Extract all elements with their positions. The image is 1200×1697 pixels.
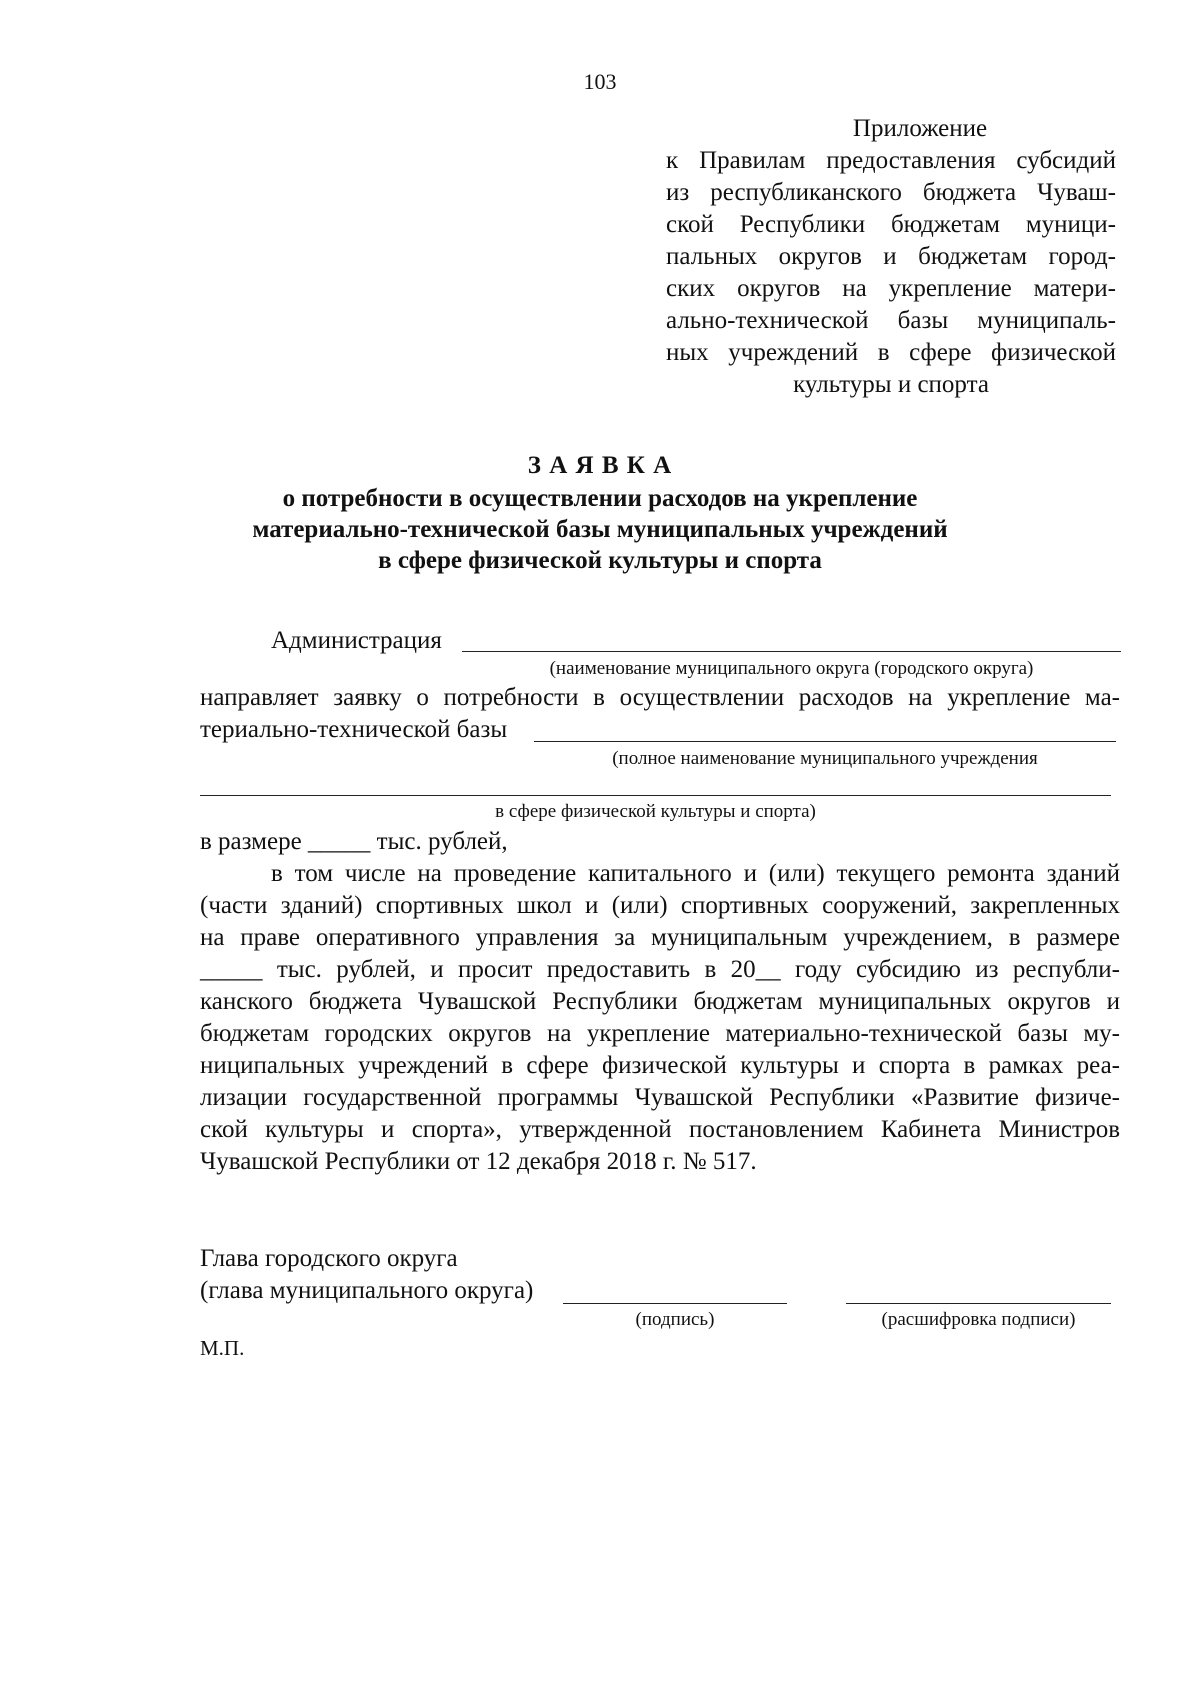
paragraph-line: ской культуры и спорта», утвержденной постановлением Кабинета Министров [200,1116,1120,1143]
paragraph-line: _____ тыс. рублей, и просит предоставить в 20__ году субсидию из республи- [200,956,1120,983]
signature-decoding-field[interactable] [846,1303,1111,1304]
sphere-hint: в сфере физической культуры и спорта) [495,801,816,822]
paragraph-line: бюджетам городских округов на укрепление материально-технической базы му- [200,1020,1120,1047]
institution-name-field[interactable] [534,741,1116,742]
amount-line: в размере _____ тыс. рублей, [200,828,508,855]
signature-decoding-hint: (расшифровка подписи) [881,1309,1076,1330]
appendix-line: ных учреждений в сфере физической [666,339,1116,366]
signature-field[interactable] [563,1303,787,1304]
institution-name-field-continued[interactable] [200,795,1111,796]
document-subtitle-line: в сфере физической культуры и спорта [378,547,822,574]
document-title: З А Я В К А [527,452,673,479]
administration-label: Администрация [271,627,442,654]
head-title-line: Глава городского округа [200,1245,458,1272]
paragraph-line: ниципальных учреждений в сфере физической культуры и спорта в рамках реа- [200,1052,1120,1079]
appendix-line: ально-технической базы муниципаль- [666,307,1116,334]
request-line [200,682,1120,714]
appendix-line: культуры и спорта [793,371,989,398]
appendix-line: из республиканского бюджета Чуваш- [666,179,1116,206]
appendix-line: пальных округов и бюджетам город- [666,243,1116,270]
appendix-title: Приложение [852,115,988,142]
page-number: 103 [583,69,617,94]
paragraph-line: Чувашской Республики от 12 декабря 2018 г. № 517. [200,1148,757,1175]
document-subtitle-line: о потребности в осуществлении расходов на укрепление [282,485,918,512]
request-line-label: териально-технической базы [200,716,508,743]
stamp-place: М.П. [200,1336,245,1360]
paragraph-line: канского бюджета Чувашской Республики бюджетам муниципальных округов и [200,988,1120,1015]
head-title-line: (глава муниципального округа) [200,1277,534,1304]
signature-hint: (подпись) [635,1309,715,1330]
appendix-block [666,145,1116,401]
paragraph-line: (части зданий) спортивных школ и (или) спортивных сооружений, закрепленных [200,892,1120,919]
appendix-line: ских округов на укрепление матери- [666,275,1116,302]
appendix-line: ской Республики бюджетам муници- [666,211,1116,238]
paragraph-line: лизации государственной программы Чувашской Республики «Развитие физиче- [200,1084,1120,1111]
appendix-line: к Правилам предоставления субсидий [666,147,1116,174]
administration-hint: (наименование муниципального округа (городского округа) [549,658,1034,679]
paragraph-line: в том числе на проведение капитального и (или) текущего ремонта зданий [271,860,1120,887]
request-text: направляет заявку о потребности в осуществлении расходов на укрепление ма- [200,684,1120,711]
administration-name-field[interactable] [462,651,1121,652]
institution-hint: (полное наименование муниципального учреждения [612,748,1038,769]
paragraph-line: на праве оперативного управления за муниципальным учреждением, в размере [200,924,1120,951]
request-paragraph [200,858,1120,1178]
document-subtitle-line: материально-технической базы муниципальных учреждений [252,516,948,543]
